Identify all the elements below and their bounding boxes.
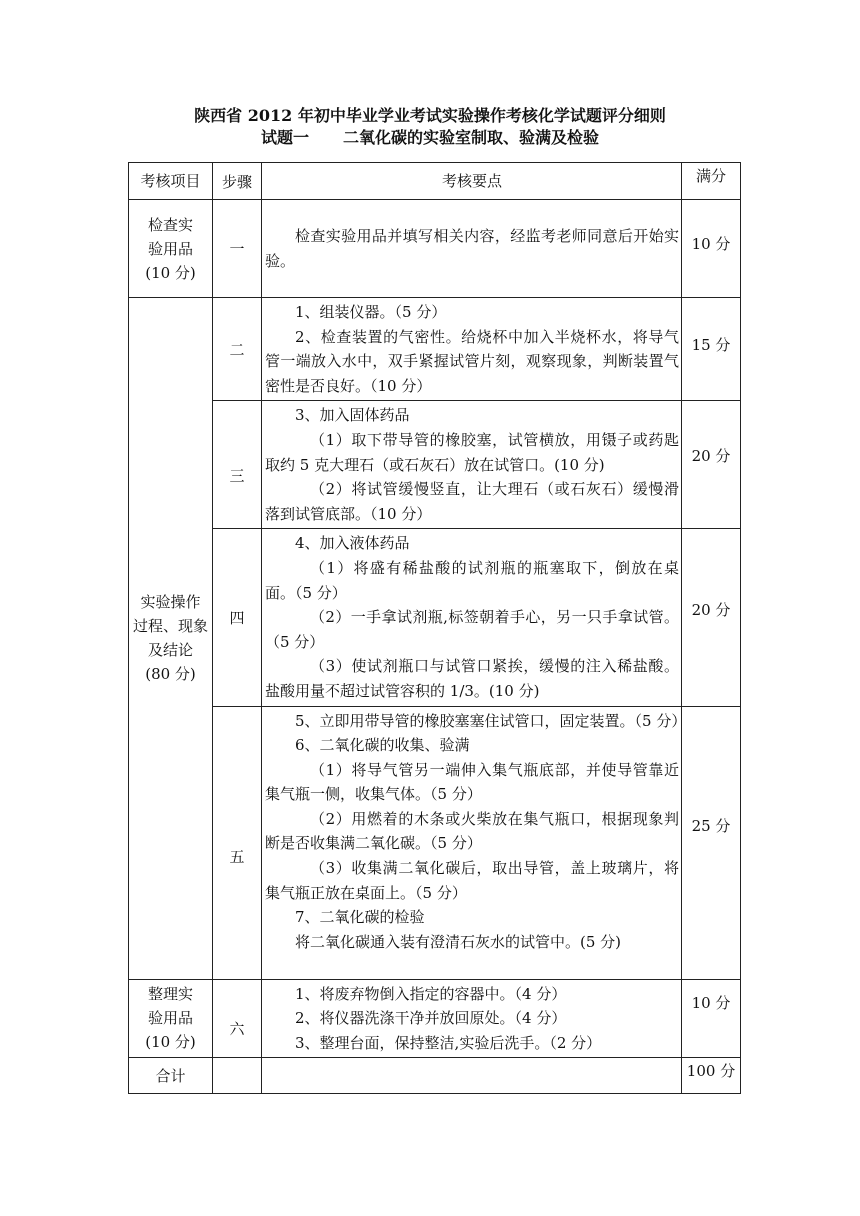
points-cell: 1、将废弃物倒入指定的容器中。（4 分） 2、将仪器洗涤干净并放回原处。（4 分） 3、整理台面，保持整洁,实验后洗手。（2 分） xyxy=(262,979,682,1058)
points-cell: 3、加入固体药品 （1）取下带导管的橡胶塞，试管横放，用镊子或药匙取约 5 克大理石（或石灰石）放在试管口。(10 分) （2）将试管缓慢竖直，让大理石（或石灰石）缓慢滑落到试管底部。（10 分） xyxy=(262,401,682,529)
document-title: 陕西省 2012 年初中毕业学业考试实验操作考核化学试题评分细则 xyxy=(194,106,666,125)
step-cell: 六 xyxy=(213,979,262,1058)
subtitle-number: 试题一 xyxy=(260,128,309,147)
header-score: 满分 xyxy=(682,163,741,200)
points-cell: 1、组装仪器。（5 分） 2、检查装置的气密性。给烧杯中加入半烧杯水，将导气管一端放入水中，双手紧握试管片刻，观察现象，判断装置气密性是否良好。（10 分） xyxy=(262,298,682,401)
points-cell: 4、加入液体药品 （1）将盛有稀盐酸的试剂瓶的瓶塞取下，倒放在桌面。（5 分） （2）一手拿试剂瓶,标签朝着手心，另一只手拿试管。（5 分） （3）使试剂瓶口与试管口紧挨，缓慢的注入稀盐酸。盐酸用量不超过试管容积的 1/3。(10 分) xyxy=(262,529,682,706)
score-cell: 10 分 xyxy=(682,979,741,1058)
step-cell: 二 xyxy=(213,298,262,401)
total-row xyxy=(129,1058,741,1094)
step-cell: 四 xyxy=(213,529,262,706)
document-subtitle xyxy=(0,127,860,149)
table-row xyxy=(129,979,741,1058)
header-points: 考核要点 xyxy=(262,163,682,200)
section-item: 整理实 验用品 (10 分) xyxy=(129,979,213,1058)
step-cell: 一 xyxy=(213,200,262,298)
score-cell: 15 分 xyxy=(682,298,741,401)
scoring-table xyxy=(128,162,741,1094)
table-row xyxy=(129,529,741,706)
score-cell: 10 分 xyxy=(682,200,741,298)
score-cell: 25 分 xyxy=(682,706,741,979)
total-score: 100 分 xyxy=(682,1058,741,1094)
table-row xyxy=(129,706,741,979)
subtitle-topic: 二氧化碳的实验室制取、验满及检验 xyxy=(343,128,600,147)
points-cell: 检查实验用品并填写相关内容，经监考老师同意后开始实验。 xyxy=(262,200,682,298)
score-cell: 20 分 xyxy=(682,401,741,529)
step-cell: 三 xyxy=(213,401,262,529)
header-item: 考核项目 xyxy=(129,163,213,200)
total-points-empty xyxy=(262,1058,682,1094)
table-row xyxy=(129,200,741,298)
table-row xyxy=(129,298,741,401)
section-item: 检查实 验用品 (10 分) xyxy=(129,200,213,298)
step-cell: 五 xyxy=(213,706,262,979)
total-label: 合计 xyxy=(129,1058,213,1094)
header-step: 步骤 xyxy=(213,163,262,200)
points-cell: 5、立即用带导管的橡胶塞塞住试管口，固定装置。（5 分） 6、二氧化碳的收集、验满 （1）将导气管另一端伸入集气瓶底部，并使导管靠近集气瓶一侧，收集气体。（5 分） （2）用燃着的木条或火柴放在集气瓶口，根据现象判断是否收集满二氧化碳。（5 分） （3）收集满二氧化碳后，取出导管，盖上玻璃片，将集气瓶正放在桌面上。（5 分） 7、二氧化碳的检验 将二氧化碳通入装有澄清石灰水的试管中。(5 分) xyxy=(262,706,682,979)
total-step-empty xyxy=(213,1058,262,1094)
table-header-row xyxy=(129,163,741,200)
score-cell: 20 分 xyxy=(682,529,741,706)
table-row xyxy=(129,401,741,529)
section-item: 实验操作 过程、现象 及结论 (80 分) xyxy=(129,298,213,980)
